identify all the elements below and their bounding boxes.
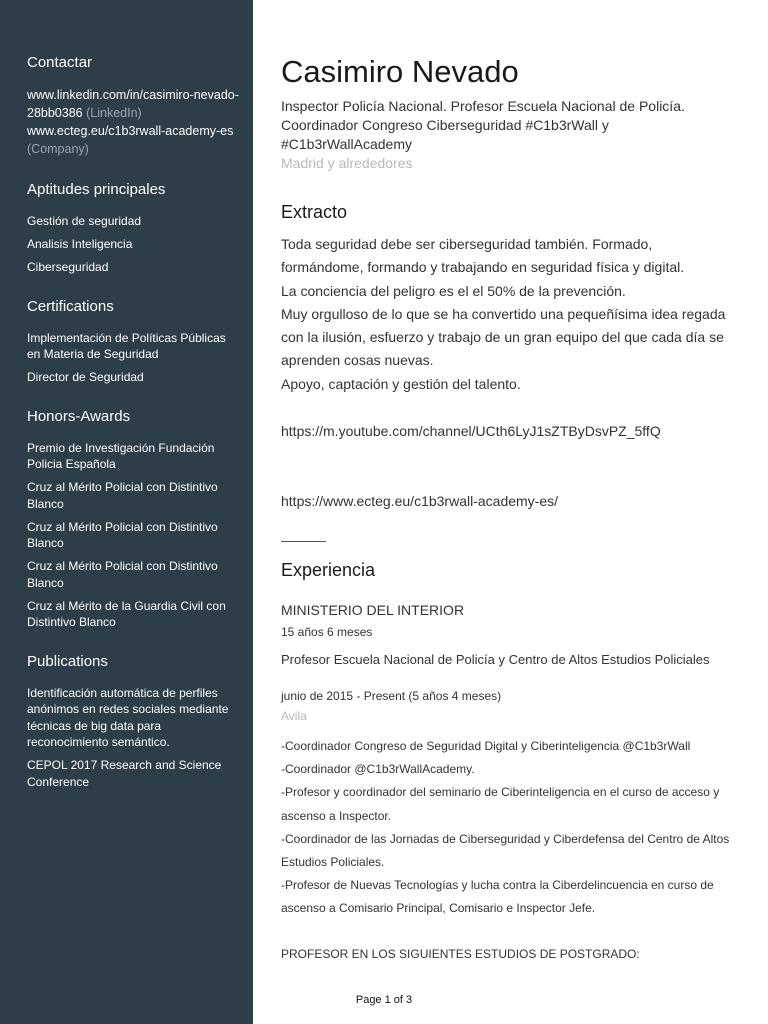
duty-line: -Profesor y coordinador del seminario de Ciberinteligencia en el curso de acceso y ascenso a Inspector. [281,785,720,823]
linkedin-tag: (LinkedIn) [86,106,142,120]
section-divider [281,541,326,542]
linkedin-url: www.linkedin.com/in/casimiro-nevado-28bb0386 [27,88,239,120]
honors-section [27,408,239,631]
profile-location: Madrid y alrededores [281,155,413,171]
honor-item: Cruz al Mérito Policial con Distintivo Blanco [27,480,218,511]
experience-duration: 15 años 6 meses [281,625,373,639]
honor-item: Cruz al Mérito de la Guardia Civil con Distintivo Blanco [27,598,226,629]
summary-text [281,233,736,396]
company-link[interactable] [27,122,239,158]
company-tag: (Company) [27,142,89,156]
profile-headline: Inspector Policía Nacional. Profesor Escuela Nacional de Policía. Coordinador Congreso Ciberseguridad #C1b3rWall y #C1b3rWallAcademy [281,98,685,152]
experience-heading: Experiencia [281,560,376,580]
certification-item: Director de Seguridad [27,370,144,384]
experience-role: Profesor Escuela Nacional de Policía y Centro de Altos Estudios Policiales [281,652,710,667]
ecteg-url[interactable]: https://www.ecteg.eu/c1b3rwall-academy-es/ [281,493,559,509]
duty-line: -Profesor de Nuevas Tecnologías y lucha contra la Ciberdelincuencia en curso de ascenso a Comisario Principal, Comisario e Inspector Jefe. [281,878,714,916]
page-number: Page 1 of 3 [355,994,413,1006]
skill-item: Ciberseguridad [27,260,109,274]
duty-line: -Coordinador de las Jornadas de Ciberseguridad y Ciberdefensa del Centro de Altos Estudios Policiales. [281,831,730,870]
summary-paragraph: Apoyo, captación y gestión del talento. [281,375,521,392]
publications-section [27,653,239,791]
summary-paragraph: Toda seguridad debe ser ciberseguridad también. Formado, formándome, formando y trabajando en seguridad física y digital. [281,236,685,276]
experience-dates: junio de 2015 - Present (5 años 4 meses) [281,689,502,703]
skill-item: Gestión de seguridad [27,214,142,228]
summary-paragraph: La conciencia del peligro es el el 50% de la prevención. [281,282,626,299]
company-url: www.ecteg.eu/c1b3rwall-academy-es [27,124,234,138]
skill-item: Analisis Inteligencia [27,237,133,251]
linkedin-link[interactable] [27,86,239,122]
sidebar [0,0,253,1024]
experience-place: Avila [281,709,307,723]
postgrado-heading: PROFESOR EN LOS SIGUIENTES ESTUDIOS DE POSTGRADO: [281,947,640,961]
contact-heading: Contactar [27,54,93,71]
duty-line: -Coordinador @C1b3rWallAcademy. [281,762,475,777]
publication-item: CEPOL 2017 Research and Science Conference [27,758,222,789]
youtube-url[interactable]: https://m.youtube.com/channel/UCth6LyJ1sZTByDsvPZ_5ffQ [281,423,661,439]
profile-name: Casimiro Nevado [281,54,519,89]
honor-item: Cruz al Mérito Policial con Distintivo Blanco [27,559,218,590]
summary-paragraph: Muy orgulloso de lo que se ha convertido una pequeñísima idea regada con la ilusión, esfuerzo y trabajo de un gran equipo del que cada día se aprenden cosas nuevas. [281,305,726,369]
publications-heading: Publications [27,652,108,670]
certifications-heading: Certifications [27,297,114,315]
publication-item: Identificación automática de perfiles anónimos en redes sociales mediante técnicas de big data para reconocimiento semántico. [27,685,229,749]
certifications-section [27,298,239,386]
contact-section [27,54,239,158]
skills-section [27,181,239,276]
honors-heading: Honors-Awards [27,407,131,425]
honor-item: Cruz al Mérito Policial con Distintivo Blanco [27,519,218,550]
experience-company: MINISTERIO DEL INTERIOR [281,602,465,618]
certification-item: Implementación de Políticas Públicas en Materia de Seguridad [27,330,226,361]
duty-line: -Coordinador Congreso de Seguridad Digital y Ciberinteligencia @C1b3rWall [281,739,691,753]
honor-item: Premio de Investigación Fundación Policia Española [27,440,215,471]
skills-heading: Aptitudes principales [27,181,166,198]
experience-duties [281,735,751,921]
summary-heading: Extracto [281,202,348,222]
